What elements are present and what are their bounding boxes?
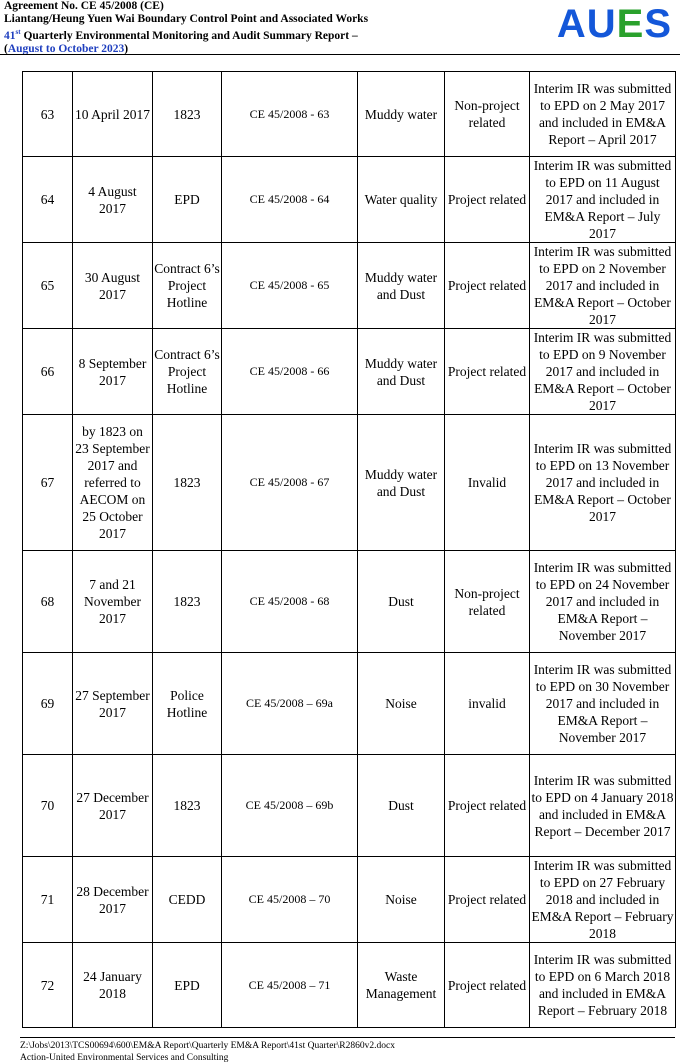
document-header	[4, 0, 524, 56]
complaint-reference: CE 45/2008 – 69a	[222, 653, 358, 755]
complaint-date: 27 December 2017	[73, 755, 153, 857]
complaint-number: 65	[23, 243, 73, 329]
complaint-reference: CE 45/2008 - 67	[222, 415, 358, 551]
logo-part-au: AU	[556, 2, 617, 46]
footer-divider	[20, 1037, 675, 1038]
complaint-log-body	[23, 72, 676, 1028]
table-row	[23, 653, 676, 755]
complaint-remarks: Interim IR was submitted to EPD on 2 November 2017 and included in EM&A Report – October 2017	[530, 243, 676, 329]
complaint-status: Project related	[445, 329, 530, 415]
complaint-date: 24 January 2018	[73, 943, 153, 1028]
report-number-suffix: st	[15, 28, 21, 36]
complaint-nature: Waste Management	[358, 943, 445, 1028]
complaint-nature: Muddy water and Dust	[358, 243, 445, 329]
complaint-date: 27 September 2017	[73, 653, 153, 755]
table-row	[23, 755, 676, 857]
complaint-remarks: Interim IR was submitted to EPD on 13 November 2017 and included in EM&A Report – October 2017	[530, 415, 676, 551]
complaint-reference: CE 45/2008 - 63	[222, 72, 358, 157]
complaint-number: 64	[23, 157, 73, 243]
complaint-status: Project related	[445, 755, 530, 857]
complaint-source: 1823	[153, 551, 222, 653]
table-row	[23, 157, 676, 243]
complaint-source: Police Hotline	[153, 653, 222, 755]
report-number: 41	[4, 29, 16, 42]
complaint-source: 1823	[153, 755, 222, 857]
aues-logo	[557, 4, 672, 44]
complaint-remarks: Interim IR was submitted to EPD on 24 November 2017 and included in EM&A Report – November 2017	[530, 551, 676, 653]
complaint-nature: Muddy water and Dust	[358, 415, 445, 551]
period-open-paren: (	[4, 42, 8, 55]
complaint-remarks: Interim IR was submitted to EPD on 4 January 2018 and included in EM&A Report – December 2017	[530, 755, 676, 857]
complaint-remarks: Interim IR was submitted to EPD on 11 August 2017 and included in EM&A Report – July 2017	[530, 157, 676, 243]
table-row	[23, 329, 676, 415]
complaint-remarks: Interim IR was submitted to EPD on 30 November 2017 and included in EM&A Report – November 2017	[530, 653, 676, 755]
complaint-date: 30 August 2017	[73, 243, 153, 329]
table-row	[23, 551, 676, 653]
complaint-status: Project related	[445, 857, 530, 943]
complaint-number: 68	[23, 551, 73, 653]
complaint-source: CEDD	[153, 857, 222, 943]
complaint-source: Contract 6’s Project Hotline	[153, 243, 222, 329]
table-row	[23, 72, 676, 157]
logo-part-e: E	[616, 2, 645, 46]
complaint-nature: Dust	[358, 755, 445, 857]
table-row	[23, 243, 676, 329]
complaint-number: 72	[23, 943, 73, 1028]
complaint-reference: CE 45/2008 - 65	[222, 243, 358, 329]
complaint-status: Non-project related	[445, 551, 530, 653]
complaint-nature: Muddy water	[358, 72, 445, 157]
period-close-paren: )	[124, 42, 129, 55]
complaint-source: 1823	[153, 72, 222, 157]
complaint-source: EPD	[153, 943, 222, 1028]
document-footer	[20, 1040, 395, 1064]
complaint-status: Invalid	[445, 415, 530, 551]
table-row	[23, 857, 676, 943]
complaint-status: Project related	[445, 243, 530, 329]
complaint-date: 7 and 21 November 2017	[73, 551, 153, 653]
file-path: Z:\Jobs\2013\TCS00694\600\EM&A Report\Quarterly EM&A Report\41st Quarter\R2860v2.docx	[20, 1041, 395, 1051]
complaint-reference: CE 45/2008 - 66	[222, 329, 358, 415]
complaint-log-table	[22, 71, 676, 1028]
complaint-nature: Dust	[358, 551, 445, 653]
complaint-status: Project related	[445, 943, 530, 1028]
project-title: Liantang/Heung Yuen Wai Boundary Control Point and Associated Works	[4, 13, 369, 25]
complaint-nature: Water quality	[358, 157, 445, 243]
complaint-nature: Noise	[358, 857, 445, 943]
complaint-number: 63	[23, 72, 73, 157]
complaint-status: Project related	[445, 157, 530, 243]
complaint-source: Contract 6’s Project Hotline	[153, 329, 222, 415]
complaint-remarks: Interim IR was submitted to EPD on 27 February 2018 and included in EM&A Report – February 2018	[531, 858, 674, 941]
report-title-text: Quarterly Environmental Monitoring and Audit Summary Report –	[20, 29, 358, 42]
company-name: Action-United Environmental Services and Consulting	[20, 1053, 229, 1063]
complaint-remarks: Interim IR was submitted to EPD on 6 March 2018 and included in EM&A Report – February 2018	[530, 943, 676, 1028]
complaint-number: 67	[23, 415, 73, 551]
complaint-status: invalid	[445, 653, 530, 755]
complaint-source: 1823	[153, 415, 222, 551]
complaint-date: by 1823 on 23 September 2017 and referred to AECOM on 25 October 2017	[73, 415, 153, 551]
report-title	[4, 26, 524, 43]
header-divider	[0, 54, 680, 55]
complaint-date: 28 December 2017	[73, 857, 153, 943]
complaint-status: Non-project related	[445, 72, 530, 157]
agreement-number: Agreement No. CE 45/2008 (CE)	[4, 0, 164, 12]
complaint-number: 66	[23, 329, 73, 415]
table-row	[23, 943, 676, 1028]
complaint-number: 71	[23, 857, 73, 943]
complaint-date: 8 September 2017	[73, 329, 153, 415]
table-row	[23, 415, 676, 551]
complaint-reference: CE 45/2008 – 69b	[222, 755, 358, 857]
complaint-nature: Muddy water and Dust	[358, 329, 445, 415]
complaint-remarks: Interim IR was submitted to EPD on 2 May 2017 and included in EM&A Report – April 2017	[530, 72, 676, 157]
logo-part-s: S	[644, 2, 672, 46]
complaint-reference: CE 45/2008 – 70	[222, 857, 358, 943]
complaint-number: 69	[23, 653, 73, 755]
complaint-number: 70	[23, 755, 73, 857]
complaint-reference: CE 45/2008 – 71	[222, 943, 358, 1028]
complaint-source: EPD	[153, 157, 222, 243]
complaint-date: 10 April 2017	[73, 72, 153, 157]
report-period: August to October 2023	[7, 42, 125, 55]
complaint-reference: CE 45/2008 - 68	[222, 551, 358, 653]
complaint-remarks: Interim IR was submitted to EPD on 9 November 2017 and included in EM&A Report – October 2017	[530, 329, 676, 415]
complaint-date: 4 August 2017	[73, 157, 153, 243]
complaint-reference: CE 45/2008 - 64	[222, 157, 358, 243]
complaint-nature: Noise	[358, 653, 445, 755]
